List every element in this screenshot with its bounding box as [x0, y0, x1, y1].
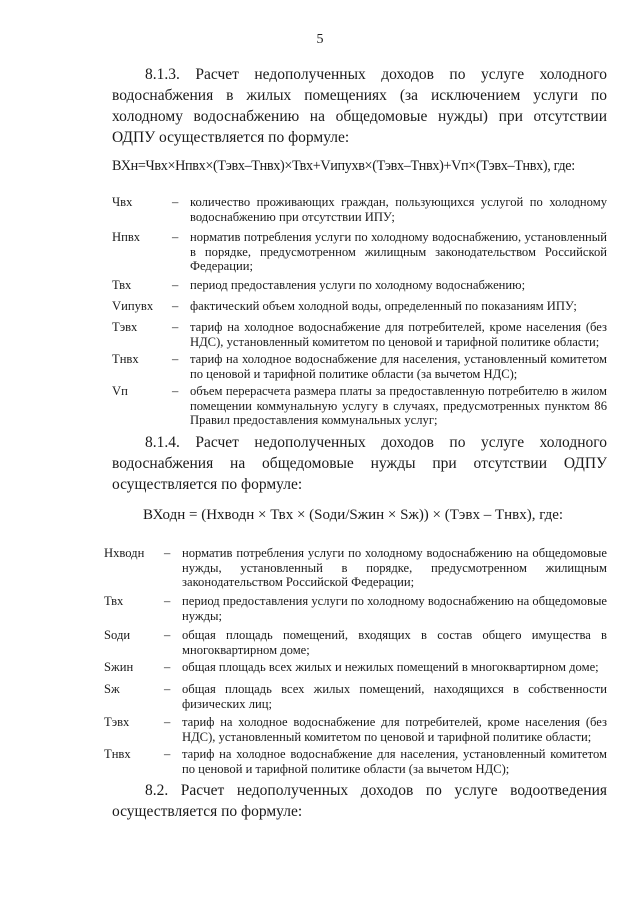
definition-symbol: Vипувх [112, 299, 154, 313]
definition-text: тариф на холодное водоснабжение для населения, установленный комитетом по ценовой и тарифной политике области (за вычетом НДС); [182, 747, 607, 776]
definition-symbol: Чвх [112, 195, 133, 209]
definition-dash: – [164, 628, 171, 642]
definition-symbol: Нпвх [112, 230, 141, 244]
definition-dash: – [172, 320, 179, 334]
definition-dash: – [164, 660, 171, 674]
definition-dash: – [164, 747, 171, 761]
definition-dash: – [164, 546, 171, 560]
definition-symbol: Sжин [104, 660, 134, 674]
definition-text: общая площадь всех жилых и нежилых помещений в многоквартирном доме; [182, 660, 599, 674]
formula-cold-water-residential: ВХн=Чвх×Нпвх×(Тэвх–Тнвх)×Твх+Vипухв×(Тэвх–Тнвх)+Vп×(Тэвх–Тнвх), где: [112, 158, 575, 174]
definition-dash: – [172, 352, 179, 366]
definition-text: период предоставления услуги по холодному водоснабжению на общедомовые нужды; [182, 594, 607, 623]
definition-symbol: Sж [104, 682, 120, 696]
definition-text: норматив потребления услуги по холодному водоснабжению, установленный в порядке, предусмотренном жилищным законодательством Российской Федерации; [190, 230, 607, 273]
paragraph-8-1-3: 8.1.3. Расчет недополученных доходов по услуге холодного водоснабжения в жилых помещениях (за исключением услуги по холодному водоснабжению на общедомовые нужды) при отсутствии ОДПУ осуществляется по формуле: [112, 66, 607, 146]
definition-dash: – [172, 384, 179, 398]
definition-text: общая площадь всех жилых помещений, находящихся в собственности физических лиц; [182, 682, 607, 711]
definition-symbol: Тнвх [104, 747, 131, 761]
page-number: 5 [316, 32, 324, 47]
definition-symbol: Vп [112, 384, 128, 398]
definition-symbol: Нхводн [104, 546, 145, 560]
definition-text: норматив потребления услуги по холодному водоснабжению на общедомовые нужды, установленный в порядке, предусмотренном жилищным законодательством Российской Федерации; [182, 546, 607, 589]
definition-dash: – [172, 230, 179, 244]
definition-symbol: Тэвх [104, 715, 130, 729]
definition-text: тариф на холодное водоснабжение для потребителей, кроме населения (без НДС), установленный комитетом по ценовой и тарифной политике области; [182, 715, 607, 744]
definition-text: фактический объем холодной воды, определенный по показаниям ИПУ; [190, 299, 577, 313]
definition-symbol: Тэвх [112, 320, 138, 334]
definition-text: объем перерасчета размера платы за предоставленную потребителю в жилом помещении коммунальную услугу в случаях, предусмотренных пунктом 86 Правил предоставления коммунальных услуг; [190, 384, 607, 427]
definition-symbol: Sоди [104, 628, 131, 642]
paragraph-8-1-4: 8.1.4. Расчет недополученных доходов по услуге холодного водоснабжения на общедомовые нужды при отсутствии ОДПУ осуществляется по формуле: [112, 434, 607, 493]
definition-symbol: Тнвх [112, 352, 139, 366]
formula-cold-water-common-needs: ВХодн = (Нхводн × Твх × (Sоди/Sжин × Sж)) × (Тэвх – Тнвх), где: [143, 507, 564, 523]
definition-text: тариф на холодное водоснабжение для потребителей, кроме населения (без НДС), установленный комитетом по ценовой и тарифной политике области; [190, 320, 607, 349]
definition-text: период предоставления услуги по холодному водоснабжению; [190, 278, 526, 292]
definition-symbol: Твх [112, 278, 132, 292]
definition-text: общая площадь помещений, входящих в состав общего имущества в многоквартирном доме; [182, 628, 607, 657]
definition-dash: – [172, 278, 179, 292]
paragraph-8-2: 8.2. Расчет недополученных доходов по услуге водоотведения осуществляется по формуле: [112, 782, 607, 820]
definition-text: количество проживающих граждан, пользующихся услугой по холодному водоснабжению при отсутствии ИПУ; [190, 195, 607, 224]
definition-dash: – [164, 715, 171, 729]
definition-symbol: Твх [104, 594, 124, 608]
definition-dash: – [164, 594, 171, 608]
definition-dash: – [172, 195, 179, 209]
definition-dash: – [172, 299, 179, 313]
definition-text: тариф на холодное водоснабжение для населения, установленный комитетом по ценовой и тарифной политике области (за вычетом НДС); [190, 352, 607, 381]
definition-dash: – [164, 682, 171, 696]
